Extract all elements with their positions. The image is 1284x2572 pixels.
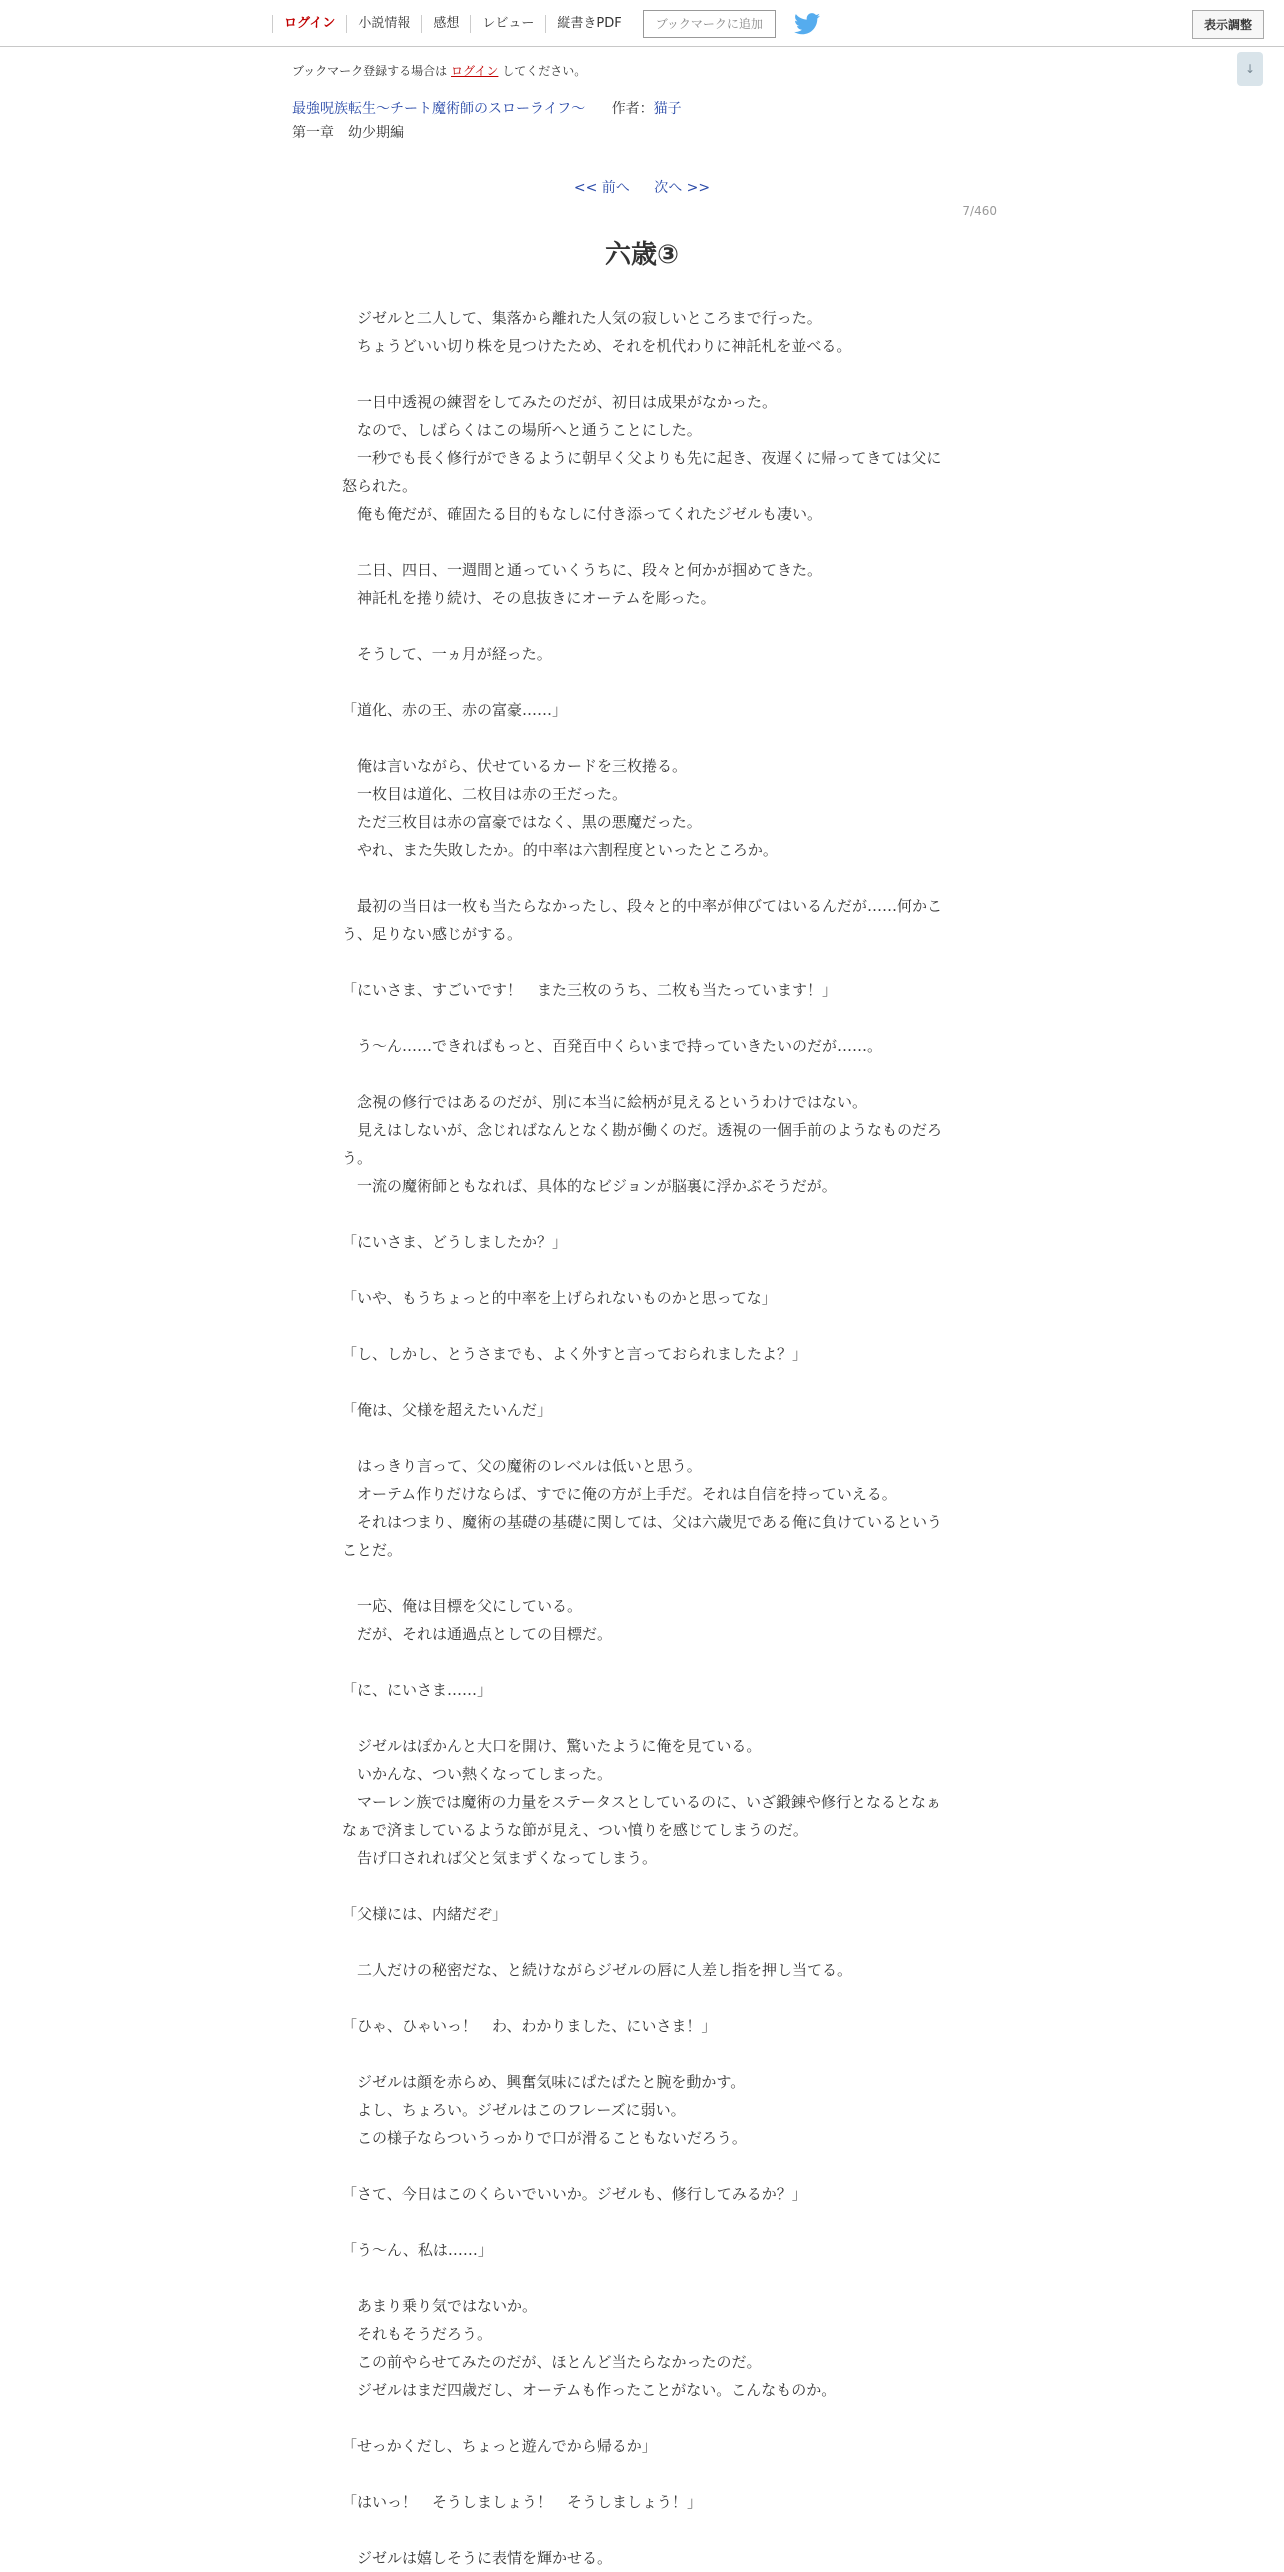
body-paragraph: 「ひゃ、ひゃいっ！ わ、わかりました、にいさま！」: [342, 2017, 717, 2035]
body-paragraph: [342, 2040, 942, 2068]
body-paragraph: 一応、俺は目標を父にしている。: [342, 1597, 583, 1615]
body-paragraph: よし、ちょろい。ジゼルはこのフレーズに弱い。: [342, 2101, 686, 2119]
body-paragraph: う～ん……できればもっと、百発百中くらいまで持っていきたいのだが……。: [342, 1037, 883, 1055]
body-paragraph: 最初の当日は一枚も当たらなかったし、段々と的中率が伸びてはいるんだが……何かこう、足りない感じがする。: [342, 897, 943, 943]
body-paragraph: 一流の魔術師ともなれば、具体的なビジョンが脳裏に浮かぶそうだが。: [342, 1177, 837, 1195]
body-paragraph: 「いや、もうちょっと的中率を上げられないものかと思ってな」: [342, 1289, 777, 1307]
body-paragraph: 一枚目は道化、二枚目は赤の王だった。: [342, 785, 628, 803]
body-paragraph: ジゼルは嬉しそうに表情を輝かせる。: [342, 2549, 613, 2567]
body-paragraph: [342, 2152, 942, 2180]
body-paragraph: [342, 1312, 942, 1340]
header-nav: [272, 7, 820, 40]
notice-login-link[interactable]: ログイン: [451, 64, 499, 78]
body-paragraph: 「し、しかし、とうさまでも、よく外すと言っておられましたよ？」: [342, 1345, 808, 1363]
body-paragraph: [342, 1928, 942, 1956]
author-link[interactable]: 猫子: [653, 101, 682, 117]
nav-review-link[interactable]: レビュー: [470, 15, 545, 33]
body-paragraph: ジゼルと二人して、集落から離れた人気の寂しいところまで行った。: [342, 309, 822, 327]
body-paragraph: 「にいさま、どうしましたか？」: [342, 1233, 568, 1251]
body-paragraph: 神託札を捲り続け、その息抜きにオーテムを彫った。: [342, 589, 716, 607]
body-paragraph: [342, 1648, 942, 1676]
body-paragraph: 「父様には、内緒だぞ」: [342, 1905, 508, 1923]
bookmark-login-notice: [292, 62, 586, 79]
body-paragraph: [342, 2404, 942, 2432]
body-paragraph: [342, 2208, 942, 2236]
body-paragraph: [342, 724, 942, 752]
body-paragraph: [342, 1704, 942, 1732]
body-paragraph: はっきり言って、父の魔術のレベルは低いと思う。: [342, 1457, 702, 1475]
body-paragraph: 「に、にいさま……」: [342, 1681, 493, 1699]
page-count: 7/460: [962, 204, 997, 218]
body-paragraph: 「俺は、父様を超えたいんだ」: [342, 1401, 553, 1419]
body-paragraph: 一日中透視の練習をしてみたのだが、初日は成果がなかった。: [342, 393, 778, 411]
body-paragraph: 一秒でも長く修行ができるように朝早く父よりも先に起き、夜遅くに帰ってきては父に怒られた。: [342, 449, 942, 495]
nav-novel-info-link[interactable]: 小説情報: [346, 15, 421, 33]
body-paragraph: [342, 1984, 942, 2012]
body-paragraph: この前やらせてみたのだが、ほとんど当たらなかったのだ。: [342, 2353, 762, 2371]
notice-text-before: ブックマーク登録する場合は: [292, 64, 448, 78]
body-paragraph: なので、しばらくはこの場所へと通うことにした。: [342, 421, 702, 439]
body-paragraph: [342, 360, 942, 388]
body-paragraph: [342, 2460, 942, 2488]
body-paragraph: オーテム作りだけならば、すでに俺の方が上手だ。それは自信を持っていえる。: [342, 1485, 897, 1503]
body-paragraph: [342, 1424, 942, 1452]
novel-info-line: [292, 98, 682, 118]
body-paragraph: それもそうだろう。: [342, 2325, 493, 2343]
body-paragraph: 俺は言いながら、伏せているカードを三枚捲る。: [342, 757, 688, 775]
body-paragraph: 「にいさま、すごいです！ また三枚のうち、二枚も当たっています！」: [342, 981, 838, 999]
body-paragraph: [342, 668, 942, 696]
body-paragraph: 「はいっ！ そうしましょう！ そうしましょう！」: [342, 2493, 703, 2511]
add-bookmark-button[interactable]: ブックマークに追加: [643, 10, 776, 38]
pager: [0, 177, 1284, 197]
body-paragraph: いかんな、つい熱くなってしまった。: [342, 1765, 613, 1783]
body-paragraph: マーレン族では魔術の力量をステータスとしているのに、いざ鍛錬や修行となるとなぁなぁで済ましているような節が見え、つい憤りを感じてしまうのだ。: [342, 1793, 942, 1839]
body-paragraph: それはつまり、魔術の基礎の基礎に関しては、父は六歳児である俺に負けているということだ。: [342, 1513, 943, 1559]
nav-vertical-pdf-link[interactable]: 縦書きPDF: [545, 15, 632, 33]
chapter-title: 第一章 幼少期編: [292, 125, 404, 141]
author-label: 作者：: [611, 101, 654, 117]
body-paragraph: [342, 2264, 942, 2292]
display-settings-button[interactable]: 表示調整: [1192, 10, 1264, 39]
body-paragraph: 「さて、今日はこのくらいでいいか。ジゼルも、修行してみるか？」: [342, 2185, 807, 2203]
body-paragraph: 俺も俺だが、確固たる目的もなしに付き添ってくれたジゼルも凄い。: [342, 505, 823, 523]
body-paragraph: [342, 528, 942, 556]
body-paragraph: ジゼルはぽかんと大口を開け、驚いたように俺を見ている。: [342, 1737, 762, 1755]
body-paragraph: 告げ口されれば父と気まずくなってしまう。: [342, 1849, 658, 1867]
nav-impressions-link[interactable]: 感想: [421, 15, 470, 33]
body-paragraph: [342, 1564, 942, 1592]
notice-text-after: してください。: [502, 64, 587, 78]
novel-body: [342, 304, 942, 2572]
body-paragraph: [342, 612, 942, 640]
body-paragraph: ちょうどいい切り株を見つけたため、それを机代わりに神託札を並べる。: [342, 337, 852, 355]
body-paragraph: [342, 1368, 942, 1396]
body-paragraph: ジゼルは顔を赤らめ、興奮気味にぱたぱたと腕を動かす。: [342, 2073, 746, 2091]
novel-title-link[interactable]: 最強呪族転生～チート魔術師のスローライフ～: [292, 101, 586, 117]
body-paragraph: [342, 1004, 942, 1032]
body-paragraph: 「せっかくだし、ちょっと遊んでから帰るか」: [342, 2437, 657, 2455]
body-paragraph: [342, 1060, 942, 1088]
body-paragraph: [342, 948, 942, 976]
body-paragraph: だが、それは通過点としての目標だ。: [342, 1625, 613, 1643]
body-paragraph: [342, 1200, 942, 1228]
body-paragraph: 念視の修行ではあるのだが、別に本当に絵柄が見えるというわけではない。: [342, 1093, 868, 1111]
body-paragraph: 「う～ん、私は……」: [342, 2241, 493, 2259]
body-paragraph: この様子ならついうっかりで口が滑ることもないだろう。: [342, 2129, 747, 2147]
body-paragraph: [342, 1256, 942, 1284]
body-paragraph: 二日、四日、一週間と通っていくうちに、段々と何かが掴めてきた。: [342, 561, 823, 579]
body-paragraph: ジゼルはまだ四歳だし、オーテムも作ったことがない。こんなものか。: [342, 2381, 837, 2399]
body-paragraph: あまり乗り気ではないか。: [342, 2297, 538, 2315]
twitter-bird-icon[interactable]: [794, 13, 820, 35]
body-paragraph: [342, 864, 942, 892]
episode-subtitle: 六歳③: [604, 240, 679, 270]
body-paragraph: 「道化、赤の王、赤の富豪……」: [342, 701, 568, 719]
body-paragraph: 二人だけの秘密だな、と続けながらジゼルの唇に人差し指を押し当てる。: [342, 1961, 853, 1979]
scroll-down-button[interactable]: ↓: [1237, 52, 1263, 86]
body-paragraph: そうして、一ヵ月が経った。: [342, 645, 552, 663]
body-paragraph: [342, 2516, 942, 2544]
prev-page-link[interactable]: << 前へ: [573, 180, 630, 196]
site-header: [0, 0, 1284, 47]
next-page-link[interactable]: 次へ >>: [654, 180, 711, 196]
body-paragraph: やれ、また失敗したか。的中率は六割程度といったところか。: [342, 841, 778, 859]
body-paragraph: [342, 1872, 942, 1900]
body-paragraph: ただ三枚目は赤の富豪ではなく、黒の悪魔だった。: [342, 813, 702, 831]
nav-login-link[interactable]: ログイン: [272, 15, 346, 33]
body-paragraph: 見えはしないが、念じればなんとなく勘が働くのだ。透視の一個手前のようなものだろう。: [342, 1121, 943, 1167]
